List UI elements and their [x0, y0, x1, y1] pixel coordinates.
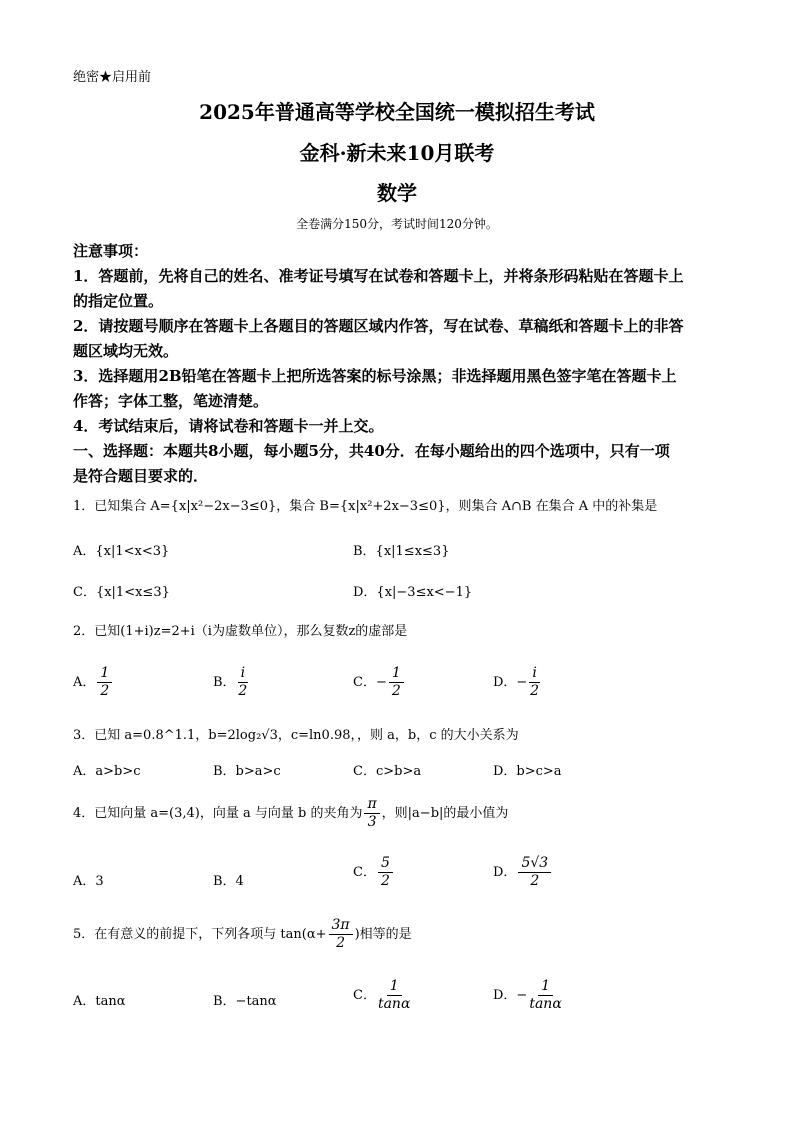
fraction-denominator: 2	[336, 935, 346, 951]
q1-option-a: A．{x|1<x<3}	[73, 544, 170, 559]
fraction-denominator: tanα	[529, 996, 562, 1012]
q2-option-d	[493, 665, 542, 700]
fraction-numerator: i	[529, 665, 539, 683]
notice-item: 的指定位置。	[73, 292, 164, 310]
notice-heading: 注意事项：	[73, 242, 149, 260]
q5-option-b: B．−tanα	[213, 994, 277, 1009]
q2-option-c	[353, 665, 406, 700]
q4-option-c	[353, 855, 395, 890]
fraction-numerator: i	[238, 665, 248, 683]
fraction	[238, 665, 248, 700]
q3-option-c: C．c>b>a	[353, 764, 422, 779]
q4-stem-text: 4．已知向量 a=(3,4)，向量 a 与向量 b 的夹角为	[73, 806, 363, 821]
subject-title: 数学	[377, 181, 417, 205]
option-label: D．−	[493, 675, 528, 690]
exam-info: 全卷满分150分，考试时间120分钟。	[296, 217, 498, 231]
q5-stem-text: )相等的是	[354, 927, 412, 942]
q5-option-c	[353, 978, 412, 1013]
q4-option-a: A．3	[73, 874, 104, 889]
q3-option-d: D．b>c>a	[493, 764, 562, 779]
q4-option-d	[493, 855, 553, 890]
q3-option-a: A．a>b>c	[73, 764, 141, 779]
q4-option-b: B．4	[213, 874, 244, 889]
q4-stem-text: ，则|a−b|的最小值为	[381, 806, 509, 821]
fraction-denominator: 2	[530, 683, 540, 699]
fraction-denominator: 3	[367, 814, 377, 830]
question-1-stem: 1．已知集合 A={x|x²−2x−3≤0}，集合 B={x|x²+2x−3≤0}，则集合 A∩B 在集合 A 中的补集是	[73, 499, 658, 514]
q5-stem-text: 5．在有意义的前提下，下列各项与 tan(α+	[73, 927, 327, 942]
fraction-denominator: 2	[530, 873, 540, 889]
fraction	[364, 796, 379, 831]
option-label: C．−	[353, 675, 387, 690]
q1-option-d: D．{x|−3≤x<−1}	[353, 585, 473, 600]
option-label: B．	[213, 675, 236, 690]
notice-item: 作答；字体工整，笔迹清楚。	[73, 392, 269, 410]
exam-subtitle: 金科·新未来10月联考	[299, 141, 495, 165]
question-4-stem	[73, 796, 508, 831]
fraction	[518, 855, 551, 890]
fraction-numerator: 1	[389, 665, 404, 683]
notice-item: 题区域均无效。	[73, 342, 179, 360]
fraction-numerator: 1	[538, 978, 553, 996]
notice-item: 2．请按题号顺序在答题卡上各题目的答题区域内作答，写在试卷、草稿纸和答题卡上的非答	[73, 317, 684, 335]
fraction	[378, 855, 393, 890]
fraction-numerator: 1	[97, 665, 112, 683]
exam-title: 2025年普通高等学校全国统一模拟招生考试	[199, 100, 595, 124]
notice-item: 3．选择题用2B铅笔在答题卡上把所选答案的标号涂黑；非选择题用黑色签字笔在答题卡上	[73, 367, 677, 385]
fraction	[378, 978, 410, 1013]
fraction-numerator: π	[364, 796, 379, 814]
option-label: A．	[73, 675, 96, 690]
q5-option-d	[493, 978, 564, 1013]
fraction-numerator: 1	[387, 978, 402, 996]
fraction	[389, 665, 404, 700]
fraction-denominator: 2	[391, 683, 401, 699]
q1-option-b: B．{x|1≤x≤3}	[353, 544, 450, 559]
notice-item: 4．考试结束后，请将试卷和答题卡一并上交。	[73, 417, 384, 435]
option-label: C．	[353, 865, 376, 880]
q2-option-a	[73, 665, 114, 700]
option-label: D．−	[493, 988, 528, 1003]
section-heading: 一、选择题：本题共8小题，每小题5分，共40分．在每小题给出的四个选项中，只有一项	[73, 442, 670, 460]
question-3-stem: 3．已知 a=0.8^1.1，b=2log₂√3，c=ln0.98，，则 a，b，c 的大小关系为	[73, 728, 519, 743]
fraction-denominator: 2	[238, 683, 248, 699]
q1-option-c: C．{x|1<x≤3}	[73, 585, 170, 600]
fraction-denominator: 2	[100, 683, 110, 699]
secret-label: 绝密★启用前	[73, 70, 152, 85]
fraction-numerator: 5√3	[518, 855, 551, 873]
fraction-denominator: 2	[380, 873, 390, 889]
fraction-numerator: 5	[378, 855, 393, 873]
option-label: D．	[493, 865, 517, 880]
q3-option-b: B．b>a>c	[213, 764, 281, 779]
fraction	[97, 665, 112, 700]
fraction-denominator: tanα	[377, 996, 411, 1012]
question-2-stem: 2．已知(1+i)z=2+i（i为虚数单位），那么复数z的虚部是	[73, 624, 408, 639]
fraction	[529, 665, 539, 700]
fraction	[329, 917, 353, 952]
fraction-numerator: 3π	[329, 917, 353, 935]
option-label: C．	[353, 988, 376, 1003]
fraction	[529, 978, 561, 1013]
question-5-stem	[73, 917, 412, 952]
section-heading-cont: 是符合题目要求的．	[73, 467, 209, 485]
q5-option-a: A．tanα	[73, 994, 126, 1009]
notice-item: 1．答题前，先将自己的姓名、准考证号填写在试卷和答题卡上，并将条形码粘贴在答题卡上	[73, 267, 684, 285]
q2-option-b	[213, 665, 250, 700]
